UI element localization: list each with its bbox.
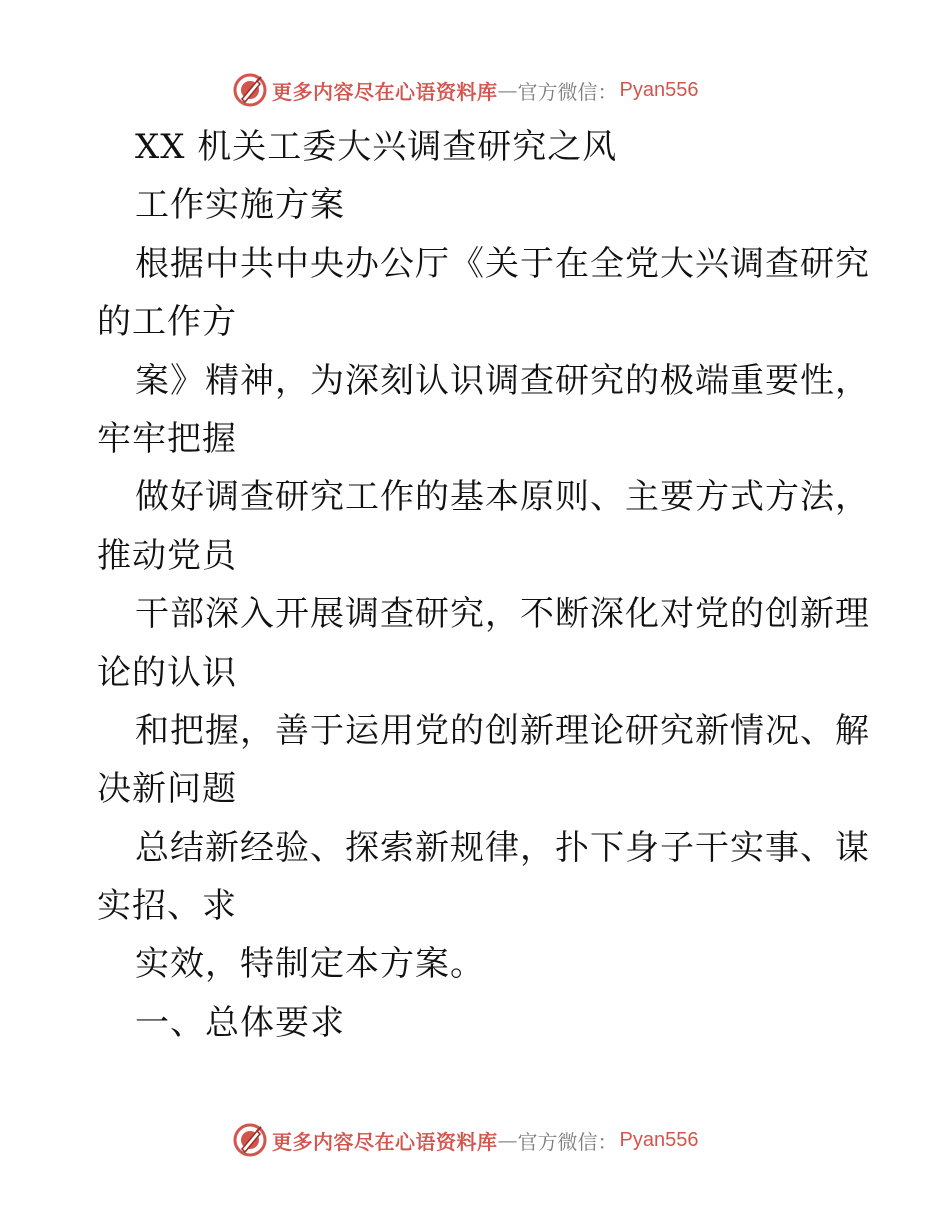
watermark-dash: —: [497, 78, 518, 102]
watermark-text: 更多内容尽在心语资料库: [272, 79, 498, 104]
document-body: [97, 118, 870, 1052]
pen-logo-icon: [232, 72, 268, 108]
watermark-wechat-id: Pyan556: [619, 1128, 699, 1151]
paragraph-line: 牢牢把握: [97, 418, 237, 459]
paragraph-line: 做好调查研究工作的基本原则、主要方式方法，: [135, 477, 870, 518]
paragraph-line: 总结新经验、探索新规律，扑下身子干实事、谋: [135, 827, 870, 868]
section-heading: 一、总体要求: [135, 1002, 345, 1043]
watermark-dash: —: [497, 1128, 518, 1152]
watermark-wechat-label: 官方微信：: [517, 79, 618, 104]
paragraph-line: 案》精神，为深刻认识调查研究的极端重要性，: [135, 360, 870, 401]
paragraph-line: 和把握，善于运用党的创新理论研究新情况、解: [135, 710, 870, 751]
paragraph-line: 决新问题: [97, 769, 237, 810]
paragraph-line: 根据中共中央办公厅《关于在全党大兴调查研究: [135, 243, 870, 284]
watermark-wechat-id: Pyan556: [619, 78, 699, 101]
paragraph-line: 实效，特制定本方案。: [135, 944, 485, 985]
paragraph-line: 实招、求: [97, 886, 237, 927]
paragraph-line: 推动党员: [97, 535, 237, 576]
pen-logo-icon: [232, 1122, 268, 1158]
footer-watermark: [232, 1120, 698, 1160]
paragraph-line: 干部深入开展调查研究，不断深化对党的创新理: [135, 594, 870, 635]
paragraph-line: 论的认识: [97, 652, 237, 693]
header-watermark: [232, 70, 698, 110]
watermark-wechat-label: 官方微信：: [517, 1129, 618, 1154]
document-title-line-1: XX 机关工委大兴调查研究之风: [135, 127, 618, 167]
document-title-line-2: 工作实施方案: [135, 185, 345, 226]
watermark-text: 更多内容尽在心语资料库: [272, 1129, 498, 1154]
paragraph-line: 的工作方: [97, 302, 237, 343]
